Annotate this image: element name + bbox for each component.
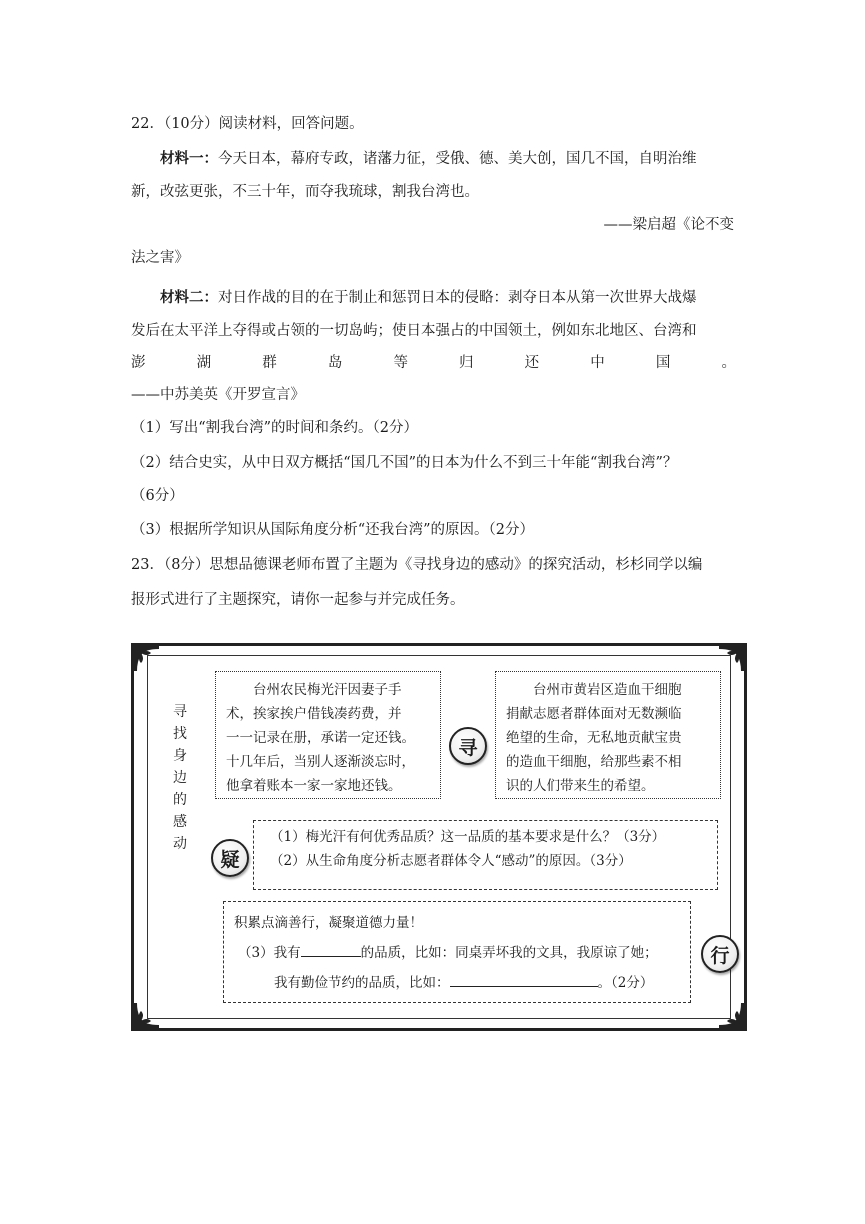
question-line-2: （2）从生命角度分析志愿者群体令人“感动”的原因。（3分） [270,853,632,869]
material-two-line3 [131,353,736,373]
material-one-line2: 新，改弦更张，不三十年，而夺我琉球，割我台湾也。 [131,184,479,200]
material-two-label: 材料二： [160,289,218,306]
seal-act-icon: 行 [701,935,739,973]
title-char: 找 [173,726,187,742]
char: 还 [524,355,540,371]
q22-sub2: （2）结合史实，从中日双方概括“国几不国”的日本为什么不到三十年能“割我台湾”？ [131,455,678,471]
material-two-text: 对日作战的目的在于制止和惩罚日本的侵略：剥夺日本从第一次世界大战爆 [218,290,697,306]
story-line: 术，挨家挨户借钱凑药费，并 [226,706,402,722]
material-two-line2: 发后在太平洋上夺得或占领的一切岛屿；使日本强占的中国领土，例如东北地区、台湾和 [131,323,697,339]
material-one-source-cont: 法之害》 [131,250,189,266]
title-char: 身 [173,748,187,764]
q23-header-cont: 报形式进行了主题探究，请你一起参与并完成任务。 [131,592,465,608]
q22-header: 22．（10分）阅读材料，回答问题。 [131,116,364,132]
story-line: 一一记录在册，承诺一定还钱。 [226,730,415,746]
story-box-volunteers [495,671,721,799]
vertical-title [171,701,189,855]
char: 群 [262,355,277,371]
title-char: 动 [173,836,187,852]
char: 中 [590,355,605,371]
q22-sub1: （1）写出“割我台湾”的时间和条约。（2分） [131,420,419,436]
q22-sub2-score: （6分） [131,488,184,504]
title-char: 的 [173,792,187,808]
seal-find-icon: 寻 [449,727,487,765]
q22-sub3: （3）根据所学知识从国际角度分析“还我台湾”的原因。（2分） [131,522,535,538]
seal-doubt-icon: 疑 [211,839,249,877]
story-line: 台州农民梅光汗因妻子手 [253,682,402,698]
title-char: 边 [173,770,187,786]
corner-ornament-icon [719,1003,745,1029]
action-text: （3）我有 [238,945,301,961]
corner-ornament-icon [133,645,159,671]
char: 国 [655,355,671,371]
action-title: 积累点滴善行，凝聚道德力量！ [234,915,423,931]
material-one-line1 [160,149,697,169]
char: 。 [721,355,736,371]
q23-header: 23．（8分）思想品德课老师布置了主题为《寻找身边的感动》的探究活动，杉杉同学以编 [131,557,703,573]
corner-ornament-icon [133,1003,159,1029]
story-line: 台州市黄岩区造血干细胞 [533,682,682,698]
material-two-line1 [160,288,697,308]
action-text: 我有勤俭节约的品质，比如： [274,975,450,991]
action-box [223,901,691,1003]
story-line: 的造血干细胞，给那些素不相 [506,754,682,770]
newspaper-board [131,643,747,1031]
char: 等 [393,355,408,371]
title-char: 感 [173,814,187,830]
material-one-text: 今天日本，幕府专政，诸藩力征，受俄、德、美大创，国几不国，自明治维 [218,151,697,167]
action-text: 。（2分） [597,975,654,991]
material-two-source: ——中苏美英《开罗宣言》 [131,387,305,403]
question-box [253,820,718,890]
story-box-mei [215,671,441,799]
corner-ornament-icon [719,645,745,671]
char: 湖 [196,355,212,371]
action-line-2 [234,968,680,998]
story-line: 十几年后，当别人逐渐淡忘时， [226,754,415,770]
answer-blank[interactable] [301,940,361,957]
material-one-label: 材料一： [160,150,218,167]
question-line-1: （1）梅光汗有何优秀品质？这一品质的基本要求是什么？（3分） [270,829,666,845]
story-line: 他拿着账本一家一家地还钱。 [226,778,402,794]
char: 归 [459,355,474,371]
title-char: 寻 [173,704,187,720]
story-line: 绝望的生命，无私地贡献宝贵 [506,730,682,746]
action-text: 的品质，比如：同桌弄坏我的文具，我原谅了她； [360,945,658,961]
char: 澎 [131,355,146,371]
story-line: 识的人们带来生的希望。 [506,778,655,794]
story-line: 捐献志愿者群体面对无数濒临 [506,706,682,722]
char: 岛 [327,355,343,371]
action-line-1 [234,938,680,968]
material-one-source: ——梁启超《论不变 [603,217,734,233]
answer-blank[interactable] [450,970,598,987]
